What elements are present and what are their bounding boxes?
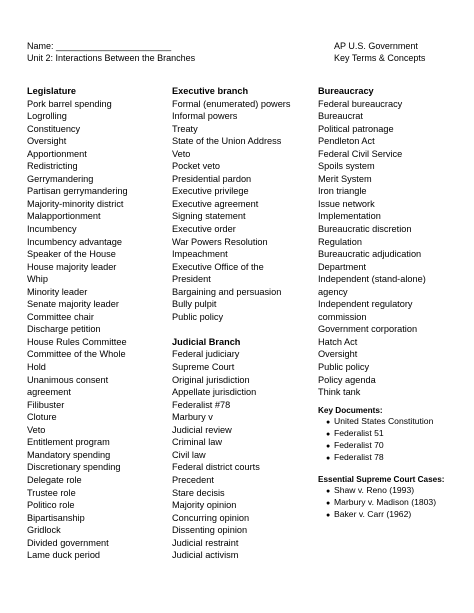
term-item: Cloture	[27, 412, 57, 423]
judicial-list	[172, 348, 290, 561]
key-documents-heading: Key Documents:	[318, 405, 383, 415]
term-item: Judicial activism	[172, 550, 239, 561]
bullet-item	[318, 485, 445, 497]
term-item: State of the Union Address	[172, 136, 282, 147]
term-item: Trustee role	[27, 487, 76, 498]
term-item: Formal (enumerated) powers	[172, 98, 291, 109]
term-item: Malapportionment	[27, 211, 101, 222]
bullet-text: United States Constitution	[334, 415, 434, 426]
bullet-item	[318, 428, 445, 440]
term-item: Signing statement	[172, 211, 246, 222]
term-item: Federal district courts	[172, 462, 260, 473]
executive-heading: Executive branch	[172, 86, 249, 96]
term-item: Majority opinion	[172, 500, 237, 511]
term-item: Public policy	[172, 311, 224, 322]
term-item: Gerrymandering	[27, 173, 94, 184]
term-item: Hatch Act	[318, 336, 358, 347]
term-item: Minority leader	[27, 286, 88, 297]
term-item: Bureaucratic discretion	[318, 224, 412, 235]
term-item: Speaker of the House	[27, 249, 116, 260]
term-item: Pork barrel spending	[27, 98, 112, 109]
course-title: AP U.S. Government	[334, 41, 418, 51]
term-item: Implementation	[318, 211, 381, 222]
term-item: Civil law	[172, 449, 206, 460]
term-item: Committee of the Whole	[27, 349, 126, 360]
term-item: commission	[318, 311, 367, 322]
term-item: Federal bureaucracy	[318, 98, 403, 109]
bullet-text: Shaw v. Reno (1993)	[334, 484, 415, 495]
term-item: Informal powers	[172, 111, 238, 122]
bullet-item	[318, 452, 445, 464]
term-item: Gridlock	[27, 525, 61, 536]
bureaucracy-heading: Bureaucracy	[318, 86, 374, 96]
bullet-icon: ●	[326, 442, 331, 450]
term-item: Incumbency advantage	[27, 236, 123, 247]
bullet-icon: ●	[326, 487, 331, 495]
bullet-icon: ●	[326, 418, 331, 426]
term-item: Hold	[27, 362, 46, 373]
bullet-text: Federalist 78	[334, 451, 384, 462]
term-item: Committee chair	[27, 311, 94, 322]
term-item: Oversight	[318, 349, 358, 360]
bureaucracy-list	[318, 98, 445, 399]
column-executive-judicial	[172, 85, 290, 562]
bullet-icon: ●	[326, 511, 331, 519]
term-item: Senate majority leader	[27, 299, 119, 310]
term-item: Merit System	[318, 173, 372, 184]
term-item: Federalist #78	[172, 399, 231, 410]
term-item: Entitlement program	[27, 437, 110, 448]
term-item: Appellate jurisdiction	[172, 387, 257, 398]
term-item: Dissenting opinion	[172, 525, 248, 536]
term-item: House majority leader	[27, 261, 117, 272]
bullet-item	[318, 497, 445, 509]
court-cases-heading: Essential Supreme Court Cases:	[318, 474, 445, 484]
term-item: Treaty	[172, 123, 198, 134]
judicial-heading: Judicial Branch	[172, 336, 241, 347]
term-item: Bipartisanship	[27, 512, 85, 523]
term-item: House Rules Committee	[27, 336, 127, 347]
term-item: Logrolling	[27, 111, 67, 122]
column-bureaucracy	[318, 85, 445, 521]
term-item: Impeachment	[172, 249, 228, 260]
term-item: Partisan gerrymandering	[27, 186, 128, 197]
bullet-text: Federalist 70	[334, 439, 384, 450]
document-subtitle: Key Terms & Concepts	[334, 53, 426, 63]
term-item: Mandatory spending	[27, 449, 111, 460]
bullet-icon: ●	[326, 499, 331, 507]
term-item: Executive privilege	[172, 186, 249, 197]
term-item: Judicial restraint	[172, 537, 239, 548]
term-item: Independent regulatory	[318, 299, 413, 310]
term-item: Iron triangle	[318, 186, 367, 197]
bullet-item	[318, 416, 445, 428]
term-item: Bully pulpit	[172, 299, 217, 310]
term-item: Bureaucrat	[318, 111, 363, 122]
legislature-heading: Legislature	[27, 86, 77, 96]
term-item: Federal judiciary	[172, 349, 240, 360]
term-item: Bargaining and persuasion	[172, 286, 282, 297]
term-item: Divided government	[27, 537, 109, 548]
bullet-text: Marbury v. Madison (1803)	[334, 496, 437, 507]
term-item: Lame duck period	[27, 550, 101, 561]
term-item: Regulation	[318, 236, 362, 247]
term-item: Discharge petition	[27, 324, 101, 335]
term-item: Bureaucratic adjudication	[318, 249, 422, 260]
key-documents-list	[318, 416, 445, 464]
term-item: Department	[318, 261, 367, 272]
term-item: Executive order	[172, 224, 236, 235]
section-gap	[172, 323, 290, 336]
term-item: Pocket veto	[172, 161, 221, 172]
term-item: Independent (stand-alone)	[318, 274, 426, 285]
term-item: Discretionary spending	[27, 462, 121, 473]
term-item: Veto	[27, 424, 46, 435]
term-item: Government corporation	[318, 324, 418, 335]
term-item: Marbury v	[172, 412, 213, 423]
term-item: Politico role	[27, 500, 75, 511]
unit-line: Unit 2: Interactions Between the Branches	[27, 53, 196, 63]
term-item: Whip	[27, 274, 48, 285]
legislature-list	[27, 98, 128, 562]
term-item: Public policy	[318, 362, 370, 373]
executive-list	[172, 98, 290, 324]
term-item: Concurring opinion	[172, 512, 250, 523]
term-item: Supreme Court	[172, 362, 235, 373]
term-item: Executive agreement	[172, 198, 259, 209]
term-item: Original jurisdiction	[172, 374, 250, 385]
term-item: War Powers Resolution	[172, 236, 268, 247]
term-item: President	[172, 274, 211, 285]
term-item: Think tank	[318, 387, 361, 398]
term-item: Issue network	[318, 198, 375, 209]
term-item: Criminal law	[172, 437, 223, 448]
term-item: Veto	[172, 148, 191, 159]
column-legislature	[27, 85, 128, 562]
term-item: Stare decisis	[172, 487, 225, 498]
bullet-text: Baker v. Carr (1962)	[334, 508, 412, 519]
term-item: Political patronage	[318, 123, 394, 134]
term-item: Executive Office of the	[172, 261, 264, 272]
term-item: Unanimous consent	[27, 374, 109, 385]
header-left	[27, 40, 195, 64]
term-item: Apportionment	[27, 148, 87, 159]
term-item: Judicial review	[172, 424, 232, 435]
bullet-icon: ●	[326, 454, 331, 462]
bullet-icon: ●	[326, 430, 331, 438]
term-item: Constituency	[27, 123, 81, 134]
name-line: Name: _______________________	[27, 41, 172, 51]
term-item: Oversight	[27, 136, 67, 147]
bullet-item	[318, 509, 445, 521]
term-item: Filibuster	[27, 399, 65, 410]
term-item: Policy agenda	[318, 374, 376, 385]
court-cases-list	[318, 485, 445, 521]
header-right	[334, 40, 425, 64]
term-item: agreement	[27, 387, 71, 398]
term-item: Redistricting	[27, 161, 78, 172]
bullet-item	[318, 440, 445, 452]
term-item: Pendleton Act	[318, 136, 375, 147]
term-item: Federal Civil Service	[318, 148, 403, 159]
term-item: Precedent	[172, 474, 214, 485]
term-item: Presidential pardon	[172, 173, 252, 184]
term-item: Incumbency	[27, 224, 77, 235]
term-item: agency	[318, 286, 348, 297]
term-item: Delegate role	[27, 474, 82, 485]
bullet-text: Federalist 51	[334, 427, 384, 438]
term-item: Majority-minority district	[27, 198, 124, 209]
term-item: Spoils system	[318, 161, 375, 172]
